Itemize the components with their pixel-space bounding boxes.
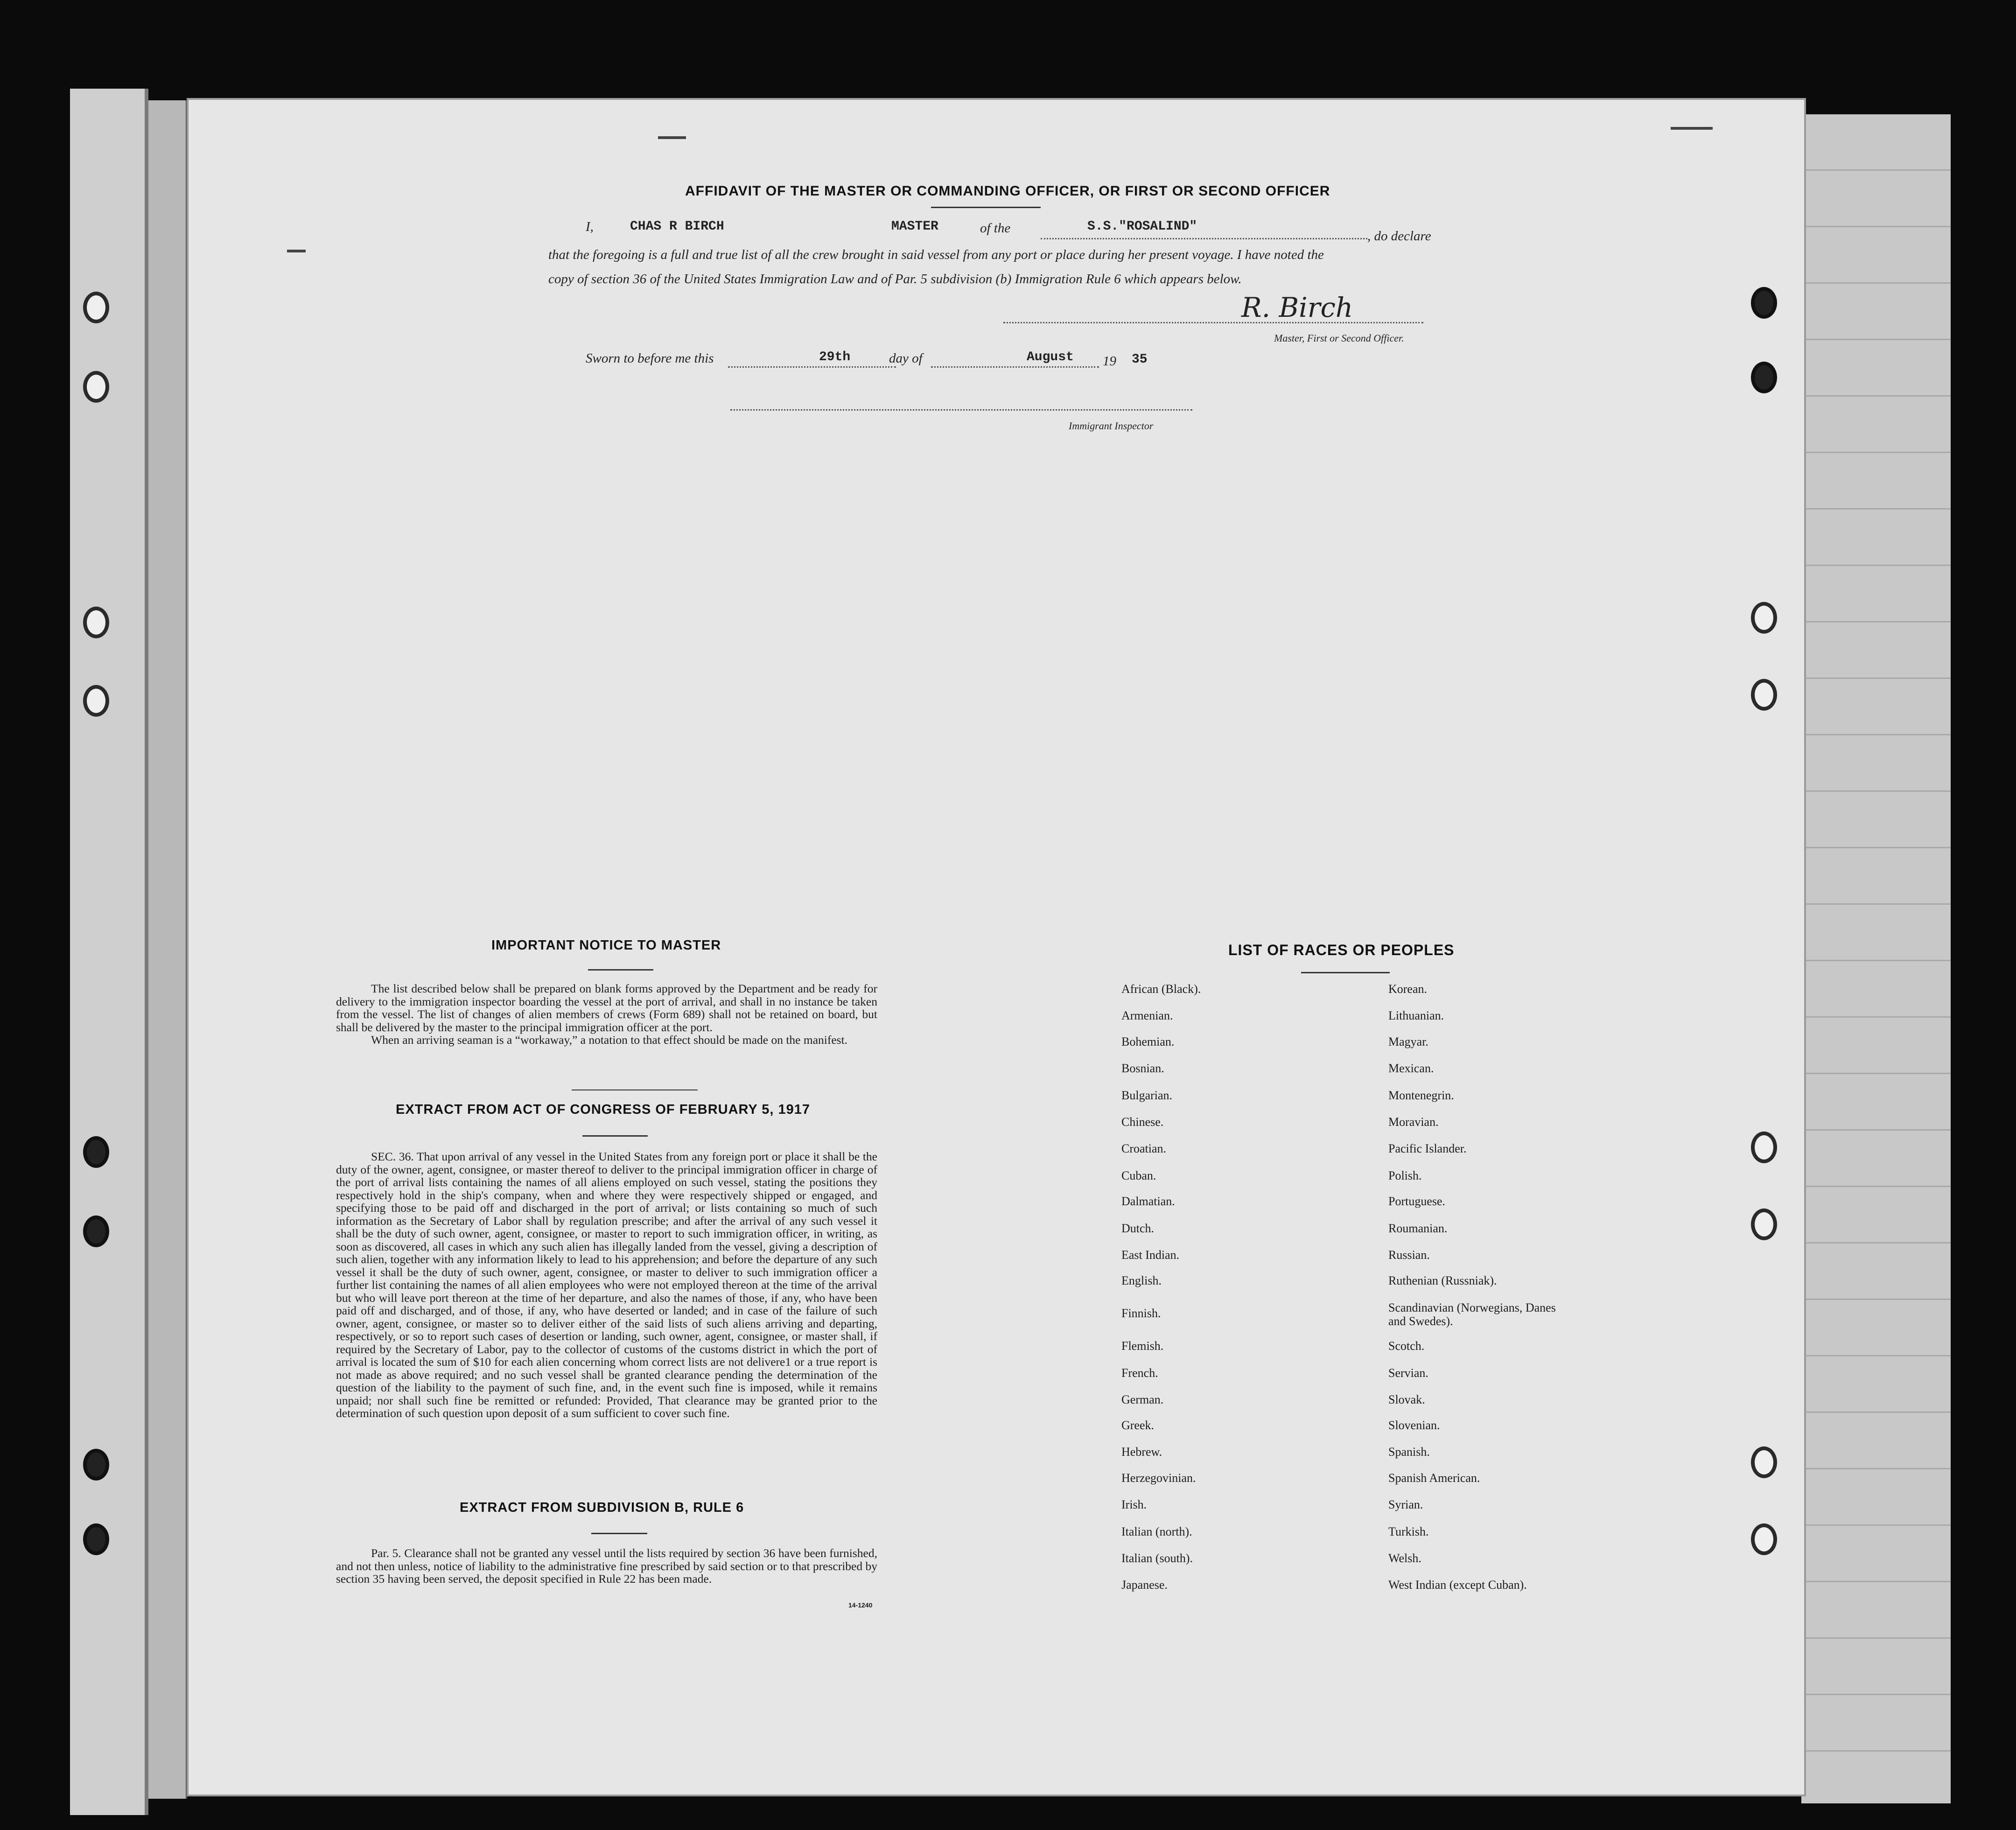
race-item: Italian (north).: [1121, 1525, 1192, 1538]
inspector-signature-line: [730, 409, 1192, 411]
race-item: Scotch.: [1388, 1339, 1425, 1353]
race-item: Dutch.: [1121, 1222, 1155, 1235]
sworn-day: 29th: [819, 350, 851, 364]
underlying-page-right: [1801, 114, 1951, 1803]
race-item: Polish.: [1388, 1169, 1422, 1182]
binder-hole: [83, 371, 109, 403]
notice-rule: [588, 969, 653, 971]
binder-hole: [1751, 362, 1777, 393]
act-paragraph: SEC. 36. That upon arrival of any vessel in the United States from any foreign port or place it shall be the duty of the owner, agent, consignee, or master thereof to deliver to the principal immigration officer in charge of the port of arrival lists containing the names of all aliens employed on such vessel, stating the positions they respectively hold in the ship's company, when and where they were respectively shipped or engaged, and specifying those to be paid off and discharged in the port of arrival; or lists containing so much of such information as the Secretary of Labor shall by regulation prescribe; and after the arrival of any such vessel it shall be the duty of such owner, agent, consignee, or master to report to such immigration officer, in writing, as soon as discovered, all cases in which any such alien has illegally landed from the vessel, giving a description of such alien, together with any information likely to lead to his apprehension; and before the departure of any such vessel it shall be the duty of such owner, agent, consignee, or master to deliver to such immigration officer a further list containing the names of all alien employees who were not employed thereon at the time of the arrival but who will leave port thereon at the time of her departure, and also the names of those, if any, who have been paid off and discharged, and of those, if any, who have deserted or landed; and in case of the failure of such owner, agent, consignee, or master so to deliver either of the said lists of such aliens arriving and departing, respectively, or so to report such cases of desertion or landing, such owner, agent, consignee, or master shall, if required by the Secretary of Labor, pay to the collector of customs of the customs district in which the port of arrival is located the sum of $10 for each alien concerning whom correct lists are not delivere1 or a true report is not made as above required; and no such vessel shall be granted clearance pending the determination of the question of the liability to the payment of such fine, and, in the event such fine is imposed, while it remains unpaid; nor shall such fine be remitted or refunded: Provided, That clearance may be granted prior to the determination of such question upon deposit of a sum sufficient to cover such fine.: [336, 1150, 877, 1420]
race-item: French.: [1121, 1366, 1158, 1380]
race-item: Cuban.: [1121, 1169, 1156, 1182]
race-item: Montenegrin.: [1388, 1089, 1454, 1102]
year-suffix: 35: [1132, 352, 1148, 367]
race-item: Greek.: [1121, 1418, 1155, 1432]
signature-line: [1003, 322, 1423, 323]
document-page: [187, 98, 1806, 1796]
race-item: Roumanian.: [1388, 1222, 1448, 1235]
underlying-page-left: [148, 100, 187, 1799]
race-item: Bosnian.: [1121, 1062, 1164, 1075]
binder-hole: [1751, 1523, 1777, 1555]
races-rule: [1301, 972, 1390, 973]
vessel-line: [1041, 238, 1367, 239]
stray-mark: [658, 136, 686, 139]
race-item: Herzegovinian.: [1121, 1471, 1196, 1485]
race-item: Slovenian.: [1388, 1418, 1440, 1432]
binder-hole: [1751, 679, 1777, 711]
affidavit-line-2: that the foregoing is a full and true list of all the crew brought in said vessel from any port or place during her present voyage. I have noted the: [548, 247, 1324, 262]
race-item: English.: [1121, 1274, 1162, 1287]
race-item: Portuguese.: [1388, 1194, 1446, 1208]
binder-hole: [83, 607, 109, 638]
notice-paragraph: When an arriving seaman is a “workaway,” a notation to that effect should be made on the manifest.: [371, 1033, 848, 1047]
binder-hole: [83, 1523, 109, 1555]
race-item: Turkish.: [1388, 1525, 1429, 1538]
race-item: West Indian (except Cuban).: [1388, 1578, 1527, 1592]
notice-title: IMPORTANT NOTICE TO MASTER: [491, 938, 721, 953]
day-line: [728, 366, 896, 368]
of-the-label: of the: [980, 221, 1011, 236]
race-item: Slovak.: [1388, 1393, 1425, 1406]
race-item: Croatian.: [1121, 1142, 1167, 1155]
race-item: Ruthenian (Russniak).: [1388, 1274, 1497, 1287]
inspector-caption: Immigrant Inspector: [1069, 420, 1154, 432]
notice-text: [336, 982, 877, 1047]
race-item: Magyar.: [1388, 1035, 1428, 1048]
rule-title: EXTRACT FROM SUBDIVISION B, RULE 6: [460, 1500, 744, 1515]
signature: R. Birch: [1241, 292, 1353, 323]
title-rule: [931, 207, 1041, 208]
binder-hole: [1751, 1132, 1777, 1163]
binder-hole: [83, 1215, 109, 1247]
notice-paragraph: The list described below shall be prepared on blank forms approved by the Department and be ready for delivery to the immigration inspector boarding the vessel at the port of arrival, and shall in no instance be taken from the vessel. The list of changes of alien members of crews (Form 689) shall not be retained on board, but shall be delivered by the master to the principal immigration officer at the port.: [336, 982, 877, 1034]
race-item: Flemish.: [1121, 1339, 1164, 1353]
binder-hole: [83, 1136, 109, 1168]
race-item: Italian (south).: [1121, 1551, 1193, 1565]
race-item: Dalmatian.: [1121, 1194, 1175, 1208]
year-prefix: 19: [1103, 354, 1116, 369]
race-item: Scandinavian (Norwegians, Danes and Swedes).: [1388, 1301, 1556, 1328]
race-item: Finnish.: [1121, 1306, 1161, 1320]
binder-strip: [70, 89, 148, 1815]
race-item: Russian.: [1388, 1248, 1430, 1262]
binder-hole: [83, 1449, 109, 1481]
race-item: Irish.: [1121, 1498, 1147, 1511]
race-item: African (Black).: [1121, 982, 1201, 996]
binder-hole: [1751, 602, 1777, 634]
affidavit-title: AFFIDAVIT OF THE MASTER OR COMMANDING OFFICER, OR FIRST OR SECOND OFFICER: [685, 183, 1330, 199]
signature-caption: Master, First or Second Officer.: [1274, 332, 1404, 344]
race-item: Syrian.: [1388, 1498, 1423, 1511]
race-item: Japanese.: [1121, 1578, 1168, 1592]
stray-mark: [287, 250, 306, 252]
race-item: Lithuanian.: [1388, 1009, 1444, 1022]
rule-text: [336, 1547, 877, 1586]
race-item: German.: [1121, 1393, 1164, 1406]
act-rule: [582, 1135, 648, 1137]
master-rank: MASTER: [891, 219, 938, 234]
stray-mark: [1671, 127, 1713, 130]
race-item: Armenian.: [1121, 1009, 1173, 1022]
vessel-name: S.S."ROSALIND": [1087, 219, 1197, 234]
race-item: Mexican.: [1388, 1062, 1434, 1075]
sworn-month: August: [1027, 350, 1074, 364]
race-item: Spanish.: [1388, 1445, 1430, 1459]
race-item: Korean.: [1388, 982, 1428, 996]
race-item: Bohemian.: [1121, 1035, 1175, 1048]
binder-hole: [83, 292, 109, 323]
race-item: Welsh.: [1388, 1551, 1421, 1565]
binder-hole: [1751, 1208, 1777, 1240]
binder-hole: [1751, 287, 1777, 319]
rule-rule: [591, 1533, 647, 1534]
act-title: EXTRACT FROM ACT OF CONGRESS OF FEBRUARY 5, 1917: [396, 1102, 811, 1117]
binder-hole: [1751, 1446, 1777, 1478]
race-item: Moravian.: [1388, 1115, 1439, 1129]
race-item: Chinese.: [1121, 1115, 1164, 1129]
rule-paragraph: Par. 5. Clearance shall not be granted any vessel until the lists required by section 36 have been furnished, and not then unless, notice of liability to the administrative fine prescribed by said section or to that prescribed by section 35 having been served, the deposit specified in Rule 22 has been made.: [336, 1546, 877, 1586]
race-item: East Indian.: [1121, 1248, 1180, 1262]
i-label: I,: [586, 219, 594, 234]
binder-hole: [83, 685, 109, 717]
month-line: [931, 366, 1099, 368]
race-item: Pacific Islander.: [1388, 1142, 1467, 1155]
races-title: LIST OF RACES OR PEOPLES: [1228, 942, 1455, 958]
affidavit-line-3: copy of section 36 of the United States Immigration Law and of Par. 5 subdivision (b) Immigration Rule 6 which appears below.: [548, 272, 1242, 286]
act-text: [336, 1150, 877, 1420]
form-number: 14-1240: [848, 1601, 873, 1609]
do-declare-label: , do declare: [1367, 229, 1431, 244]
race-item: Servian.: [1388, 1366, 1428, 1380]
master-name: CHAS R BIRCH: [630, 219, 724, 234]
race-item: Spanish American.: [1388, 1471, 1480, 1485]
sworn-label: Sworn to before me this: [586, 351, 714, 366]
race-item: Hebrew.: [1121, 1445, 1162, 1459]
race-item: Bulgarian.: [1121, 1089, 1173, 1102]
day-of-label: day of: [889, 351, 923, 366]
